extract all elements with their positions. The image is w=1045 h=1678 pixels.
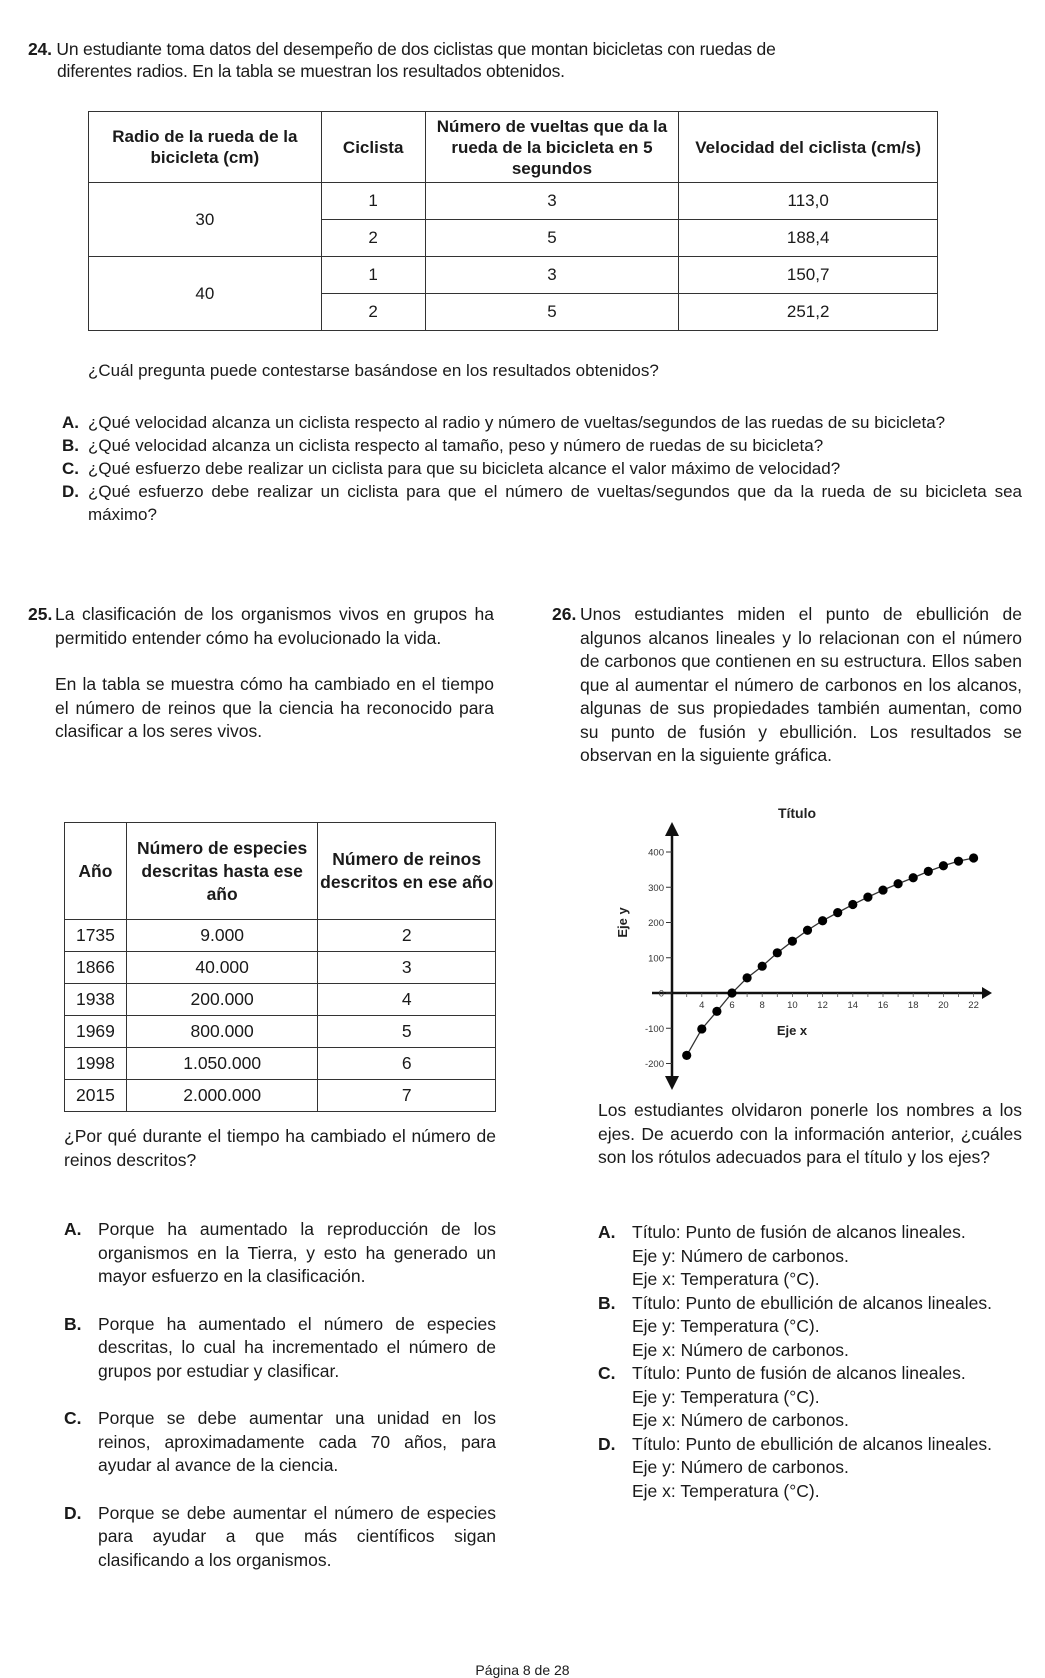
x-axis-label: Eje x	[776, 1023, 808, 1038]
data-point	[682, 1051, 691, 1060]
column-header: Radio de la rueda de la bicicleta (cm)	[89, 112, 322, 183]
x-tick-label: 22	[968, 1000, 979, 1011]
question-number: 26.	[552, 604, 577, 624]
question-number: 24.	[28, 39, 52, 59]
cell: 3	[425, 183, 679, 220]
cell: 4	[318, 984, 496, 1016]
intro-text: En la tabla se muestra cómo ha cambiado en el tiempo el número de reinos que la ciencia ha reconocido para clasificar a los seres vivos.	[55, 674, 494, 741]
option-d[interactable]	[64, 1502, 496, 1573]
data-point	[773, 948, 782, 957]
data-point	[848, 900, 857, 909]
cell: 6	[318, 1048, 496, 1080]
table-row	[65, 920, 496, 952]
cell: 5	[318, 1016, 496, 1048]
table-row	[89, 183, 938, 220]
option-text: Porque ha aumentado el número de especies descritas, lo cual ha incrementado el número de grupos por estudiar y clasificar.	[98, 1313, 496, 1381]
cell: 3	[318, 952, 496, 984]
option-d[interactable]	[62, 480, 1022, 526]
cell: 9.000	[126, 920, 318, 952]
option-letter: A.	[64, 1219, 82, 1239]
option-y-axis: Eje y: Número de carbonos.	[632, 1457, 849, 1477]
question-24-prompt: ¿Cuál pregunta puede contestarse basándose en los resultados obtenidos?	[88, 361, 659, 380]
x-tick-label: 10	[787, 1000, 798, 1011]
option-letter: D.	[62, 482, 79, 501]
data-point	[743, 973, 752, 982]
cell: 1735	[65, 920, 127, 952]
y-tick-label: 0	[658, 988, 664, 1000]
data-point	[727, 988, 736, 997]
x-axis-arrow-right-icon	[982, 987, 992, 999]
question-24-intro	[28, 38, 1018, 82]
cell: 2	[318, 920, 496, 952]
column-header: Año	[65, 823, 127, 920]
data-point	[954, 857, 963, 866]
option-letter: D.	[64, 1502, 82, 1523]
radio-cell: 40	[89, 257, 322, 331]
column-header: Número de vueltas que da la rueda de la bicicleta en 5 segundos	[425, 112, 679, 183]
question-25-options	[64, 1218, 496, 1596]
cell: 7	[318, 1080, 496, 1112]
radio-cell: 30	[89, 183, 322, 257]
cell: 1969	[65, 1016, 127, 1048]
cell: 251,2	[679, 294, 938, 331]
data-point	[924, 867, 933, 876]
cell: 2	[321, 220, 425, 257]
option-text: ¿Qué velocidad alcanza un ciclista respecto al tamaño, peso y número de ruedas de su bicicleta?	[88, 436, 824, 455]
y-tick-label: -200	[644, 1059, 664, 1070]
line-chart	[592, 790, 992, 1090]
table-row	[65, 952, 496, 984]
option-y-axis: Eje y: Temperatura (°C).	[632, 1316, 820, 1336]
option-a[interactable]	[598, 1221, 1022, 1292]
option-text: Porque se debe aumentar el número de especies para ayudar a que más científicos sigan clasificando a los organismos.	[98, 1502, 496, 1570]
table-header-row	[65, 823, 496, 920]
kingdoms-table	[64, 822, 496, 1112]
alkane-chart	[592, 790, 992, 1090]
x-tick-label: 8	[759, 1000, 765, 1011]
cell: 1	[321, 257, 425, 294]
intro-text: La clasificación de los organismos vivos en grupos ha permitido entender cómo ha evolucionado la vida.	[55, 604, 494, 648]
data-point	[803, 926, 812, 935]
option-letter: B.	[64, 1313, 82, 1334]
x-tick-label: 18	[907, 1000, 919, 1011]
option-x-axis: Eje x: Temperatura (°C).	[632, 1269, 820, 1289]
intro-text: Un estudiante toma datos del desempeño de dos ciclistas que montan bicicletas con ruedas de	[56, 39, 776, 59]
option-y-axis: Eje y: Temperatura (°C).	[632, 1386, 820, 1407]
option-c[interactable]	[62, 457, 1022, 480]
data-point	[818, 916, 827, 925]
x-tick-label: 20	[938, 1000, 949, 1011]
cell: 5	[425, 294, 679, 331]
data-point	[909, 873, 918, 882]
data-point	[863, 893, 872, 902]
option-b[interactable]	[598, 1292, 1022, 1363]
data-line	[687, 858, 974, 1055]
option-letter: B.	[62, 436, 79, 455]
option-letter: A.	[598, 1222, 616, 1242]
option-title: Título: Punto de ebullición de alcanos lineales.	[632, 1433, 992, 1454]
x-tick-label: 4	[699, 1000, 705, 1011]
option-a[interactable]	[62, 411, 1022, 434]
data-point	[712, 1007, 721, 1016]
option-letter: B.	[598, 1292, 616, 1313]
cell: 5	[425, 220, 679, 257]
data-point	[894, 879, 903, 888]
column-header: Número de reinos descritos en ese año	[318, 823, 496, 920]
y-axis-arrow-up-icon	[665, 822, 679, 836]
cell: 800.000	[126, 1016, 318, 1048]
y-axis-label: Eje y	[615, 907, 630, 938]
question-24-options	[62, 411, 1022, 526]
option-x-axis: Eje x: Número de carbonos.	[632, 1339, 849, 1360]
data-point	[969, 853, 978, 862]
data-point	[833, 908, 842, 917]
cell: 3	[425, 257, 679, 294]
option-text: Porque ha aumentado la reproducción de los organismos en la Tierra, y esto ha generado un mayor esfuerzo en la clasificación.	[98, 1219, 496, 1286]
option-letter: D.	[598, 1433, 616, 1454]
option-letter: C.	[598, 1363, 616, 1383]
y-tick-label: -100	[644, 1023, 664, 1035]
column-header: Número de especies descritas hasta ese año	[126, 823, 318, 920]
x-tick-label: 14	[847, 1000, 859, 1011]
cell: 150,7	[679, 257, 938, 294]
option-c[interactable]	[64, 1407, 496, 1478]
x-tick-label: 16	[877, 1000, 889, 1011]
y-tick-label: 100	[648, 953, 664, 965]
y-tick-label: 400	[648, 847, 664, 859]
cell: 1.050.000	[126, 1048, 318, 1080]
data-point	[758, 962, 767, 971]
intro-text: diferentes radios. En la tabla se muestran los resultados obtenidos.	[57, 61, 565, 81]
cell: 1	[321, 183, 425, 220]
cell: 40.000	[126, 952, 318, 984]
y-tick-label: 200	[648, 918, 664, 929]
cyclist-data-table	[88, 111, 938, 331]
data-point	[878, 885, 887, 894]
y-tick-label: 300	[648, 882, 664, 894]
chart-title: Título	[777, 805, 817, 821]
cell: 188,4	[679, 220, 938, 257]
question-25-intro	[28, 603, 494, 744]
cell: 2	[321, 294, 425, 331]
data-point	[788, 937, 797, 946]
question-26-prompt: Los estudiantes olvidaron ponerle los nombres a los ejes. De acuerdo con la información anterior, ¿cuáles son los rótulos adecuados para el título y los ejes?	[598, 1100, 1022, 1167]
option-title: Título: Punto de fusión de alcanos lineales.	[632, 1363, 966, 1383]
cell: 1998	[65, 1048, 127, 1080]
column-header: Velocidad del ciclista (cm/s)	[679, 112, 938, 183]
table-row	[65, 1048, 496, 1080]
option-text: ¿Qué esfuerzo debe realizar un ciclista para que su bicicleta alcance el valor máximo de velocidad?	[88, 459, 841, 478]
option-a[interactable]	[64, 1218, 496, 1289]
intro-text: Unos estudiantes miden el punto de ebullición de algunos alcanos lineales y lo relacionan con el número de carbonos que contienen en su estructura. Ellos saben que al aumentar el número de carbonos en los alcanos, algunas de sus propiedades también aumentan, como su punto de fusión y ebullición. Los resultados se observan en la siguiente gráfica.	[580, 604, 1022, 765]
x-tick-label: 6	[729, 1000, 735, 1011]
question-number: 25.	[28, 604, 53, 624]
option-b[interactable]	[62, 434, 1022, 457]
cell: 1938	[65, 984, 127, 1016]
table-row	[65, 1016, 496, 1048]
option-x-axis: Eje x: Número de carbonos.	[632, 1410, 849, 1430]
option-b[interactable]	[64, 1313, 496, 1384]
option-y-axis: Eje y: Número de carbonos.	[632, 1245, 849, 1266]
page-footer: Página 8 de 28	[475, 1662, 570, 1678]
cell: 200.000	[126, 984, 318, 1016]
question-26-options	[598, 1221, 1022, 1503]
option-letter: A.	[62, 413, 79, 432]
option-text: Porque se debe aumentar una unidad en los reinos, aproximadamente cada 70 años, para ayudar al avance de la ciencia.	[98, 1408, 496, 1475]
option-c[interactable]	[598, 1362, 1022, 1433]
table-row	[65, 984, 496, 1016]
column-header: Ciclista	[321, 112, 425, 183]
table-header-row	[89, 112, 938, 183]
option-text: ¿Qué esfuerzo debe realizar un ciclista para que el número de vueltas/segundos que da la rueda de su bicicleta sea máximo?	[88, 482, 1022, 524]
table-row	[89, 257, 938, 294]
option-d[interactable]	[598, 1433, 1022, 1504]
table-row	[65, 1080, 496, 1112]
option-title: Título: Punto de fusión de alcanos lineales.	[632, 1222, 966, 1242]
option-letter: C.	[64, 1408, 82, 1428]
cell: 2.000.000	[126, 1080, 318, 1112]
option-title: Título: Punto de ebullición de alcanos lineales.	[632, 1292, 992, 1313]
x-tick-label: 12	[817, 1000, 828, 1011]
option-letter: C.	[62, 459, 79, 478]
question-26-intro	[552, 603, 1022, 768]
cell: 2015	[65, 1080, 127, 1112]
y-axis-arrow-down-icon	[665, 1076, 679, 1090]
cell: 1866	[65, 952, 127, 984]
option-text: ¿Qué velocidad alcanza un ciclista respecto al radio y número de vueltas/segundos de las ruedas de su bicicleta?	[88, 413, 946, 432]
data-point	[697, 1024, 706, 1033]
cell: 113,0	[679, 183, 938, 220]
option-x-axis: Eje x: Temperatura (°C).	[632, 1480, 820, 1501]
question-25-prompt: ¿Por qué durante el tiempo ha cambiado el número de reinos descritos?	[64, 1126, 496, 1170]
data-point	[939, 861, 948, 870]
